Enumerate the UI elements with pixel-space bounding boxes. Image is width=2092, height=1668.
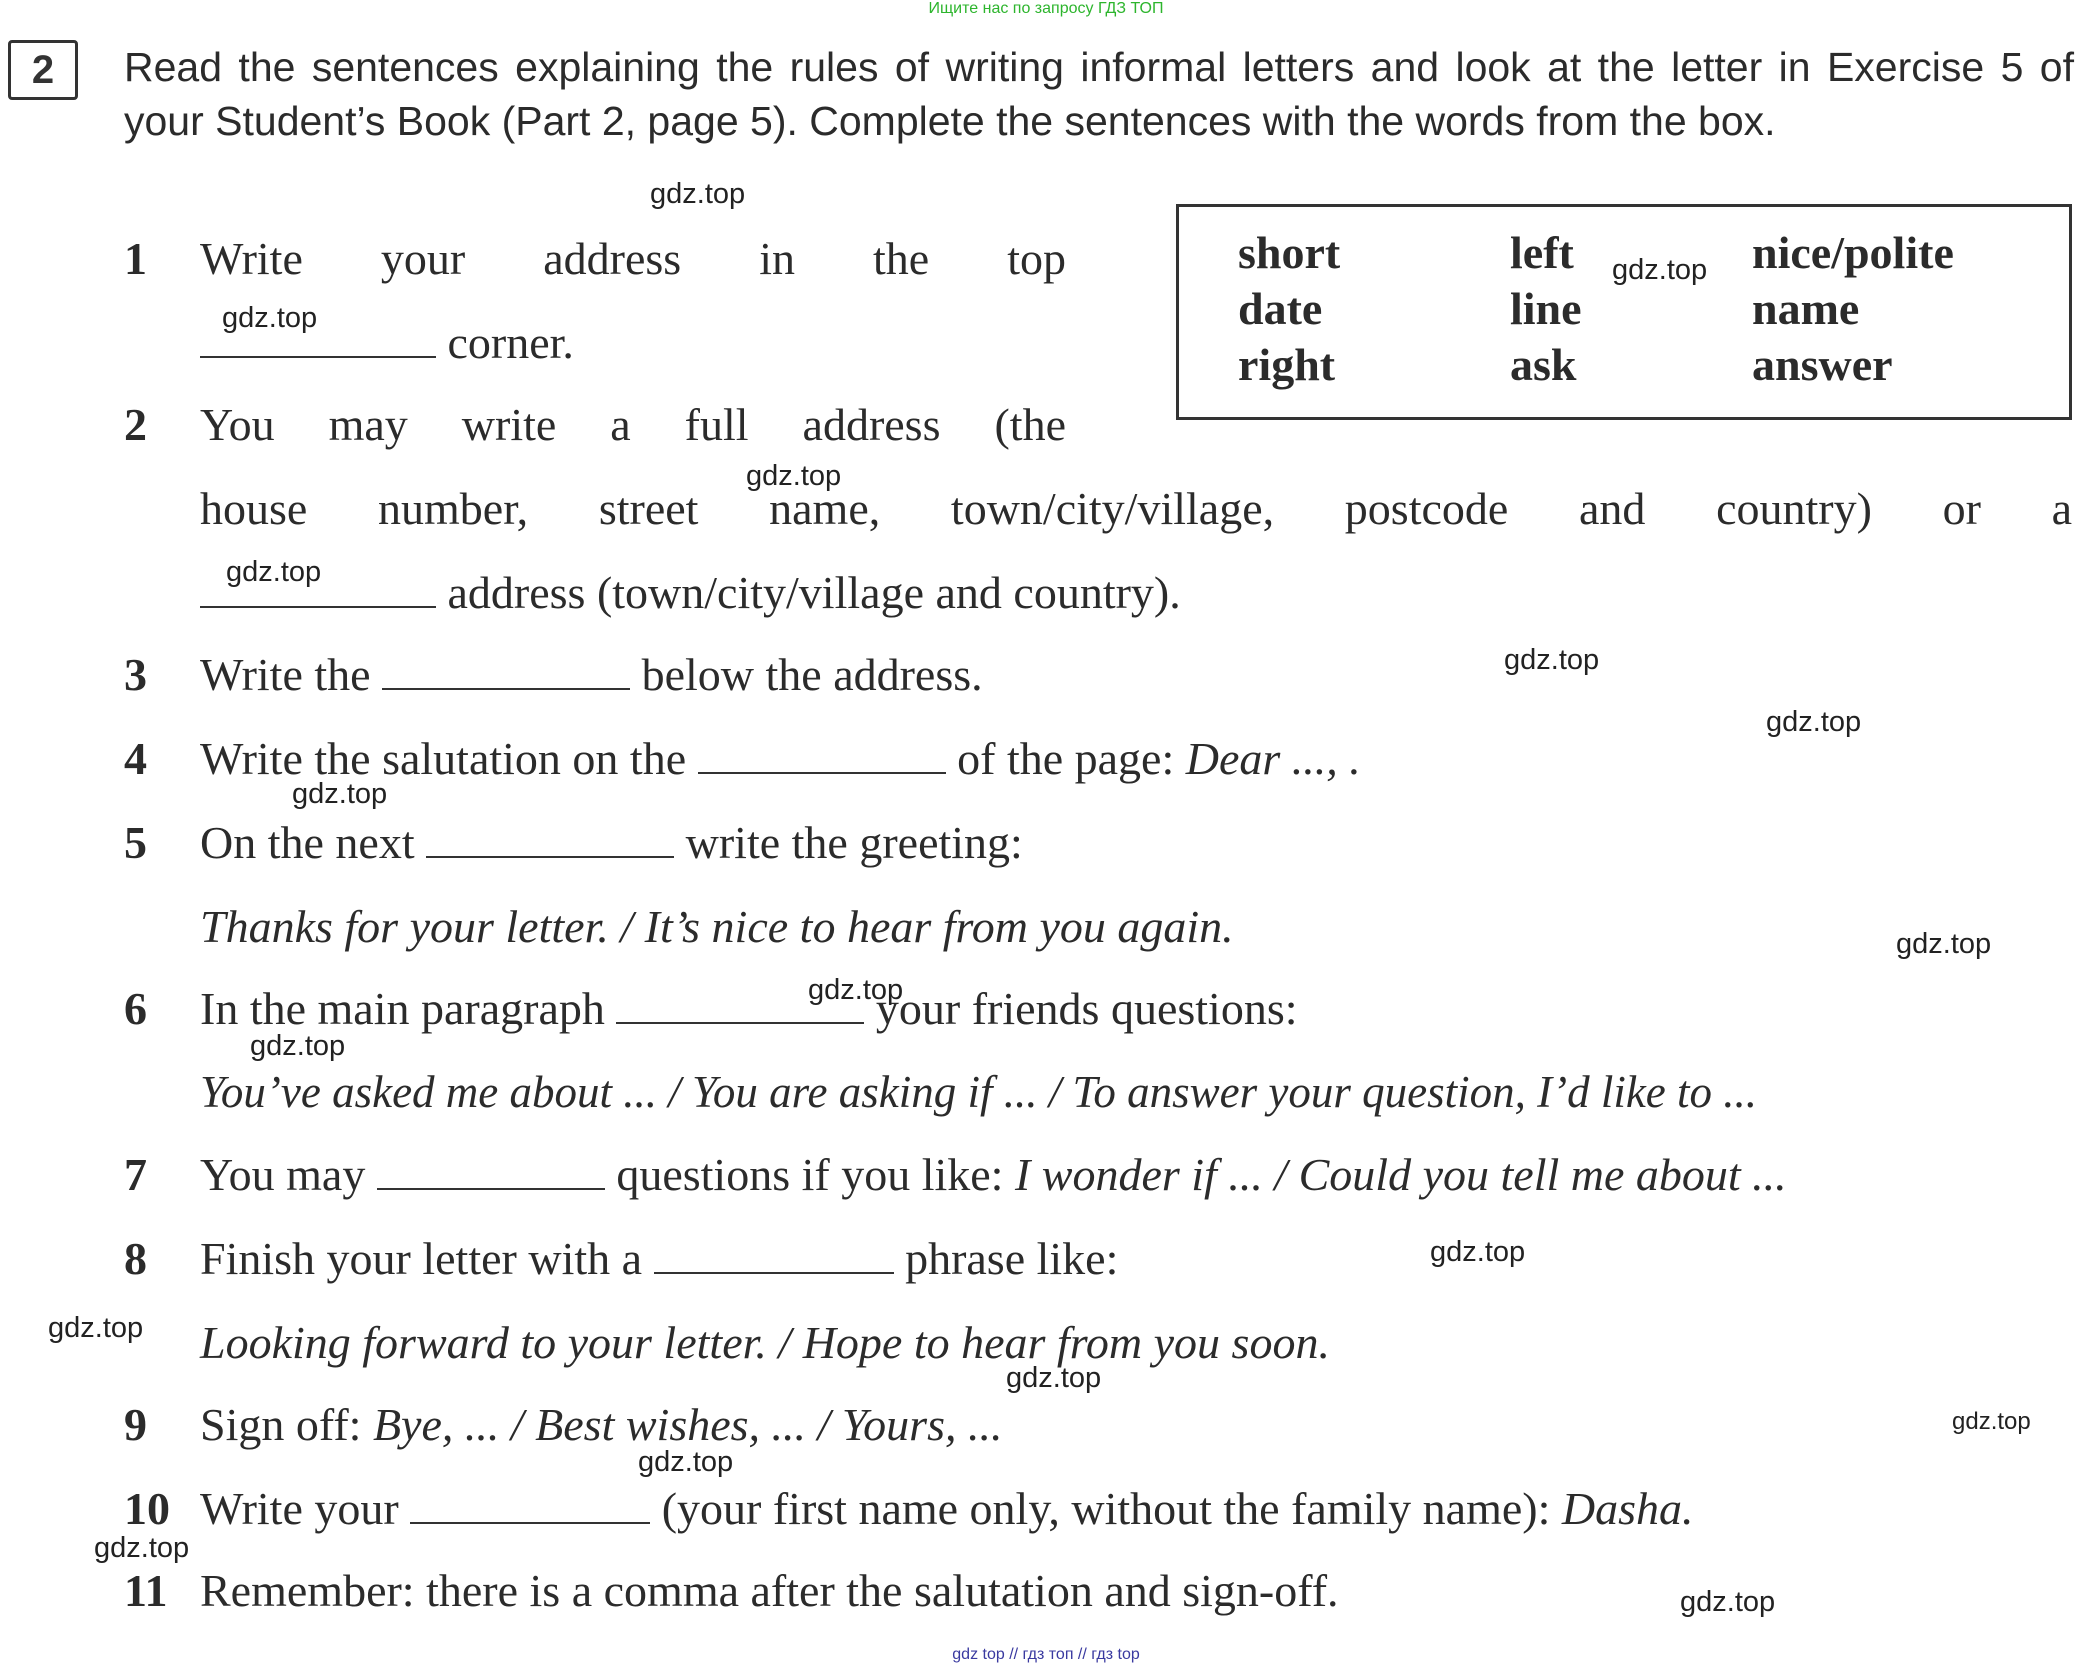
- watermark: gdz.top: [638, 1446, 734, 1478]
- word-box-item: right: [1238, 339, 1336, 390]
- item-11-text: Remember: there is a comma after the salutation and sign-off.: [200, 1565, 1339, 1616]
- word-box-item: nice/polite: [1752, 227, 1954, 278]
- item-8-example: Looking forward to your letter. / Hope to hear from you soon.: [200, 1317, 1330, 1368]
- watermark: gdz.top: [226, 556, 322, 588]
- item-number: 4: [124, 733, 147, 784]
- item-7-text: [200, 1148, 1787, 1201]
- item-6-text-end: your friends questions:: [875, 983, 1298, 1034]
- bottom-banner: gdz top // гдз топ // гдз top: [952, 1646, 1140, 1663]
- item-4-text-mid: of the page:: [957, 733, 1175, 784]
- item-number: 9: [124, 1399, 147, 1450]
- item-number: 8: [124, 1233, 147, 1284]
- item-10-text-start: Write your: [200, 1483, 399, 1534]
- answer-blank[interactable]: [410, 1488, 650, 1524]
- watermark: gdz.top: [1430, 1236, 1526, 1268]
- item-number: 5: [124, 817, 147, 868]
- word-box-item: name: [1752, 283, 1860, 334]
- answer-blank[interactable]: [382, 654, 630, 690]
- watermark: gdz.top: [1952, 1408, 2031, 1435]
- word-box-item: short: [1238, 227, 1341, 278]
- item-5-text-start: On the next: [200, 817, 415, 868]
- word-box-item: line: [1510, 283, 1582, 334]
- word-box-item: left: [1510, 227, 1574, 278]
- item-9-text: [200, 1398, 1003, 1451]
- item-9-example: Bye, ... / Best wishes, ... / Yours, ...: [372, 1399, 1003, 1450]
- watermark: gdz.top: [94, 1532, 190, 1564]
- item-6-text-start: In the main paragraph: [200, 983, 605, 1034]
- item-number: 6: [124, 983, 147, 1034]
- item-5-text-end: write the greeting:: [685, 817, 1023, 868]
- item-3-text-end: below the address.: [641, 649, 983, 700]
- watermark: gdz.top: [292, 778, 388, 810]
- item-number: 11: [124, 1565, 168, 1616]
- item-10-text-mid: (your first name only, without the family name):: [661, 1483, 1551, 1534]
- item-2-text-end: address (town/city/village and country).: [447, 567, 1181, 618]
- word-box-item: ask: [1510, 339, 1577, 390]
- item-8-text-end: phrase like:: [905, 1233, 1119, 1284]
- item-10-text: [200, 1482, 1694, 1535]
- item-5-text: [200, 816, 1023, 869]
- item-7-text-start: You may: [200, 1149, 366, 1200]
- item-5-example: Thanks for your letter. / It’s nice to hear from you again.: [200, 901, 1234, 952]
- exercise-number-box: 2: [8, 40, 78, 100]
- item-6-text: [200, 982, 1298, 1035]
- answer-blank[interactable]: [426, 822, 674, 858]
- item-number: 2: [124, 399, 147, 450]
- watermark: gdz.top: [250, 1030, 346, 1062]
- item-number: 3: [124, 649, 147, 700]
- word-box-item: date: [1238, 283, 1323, 334]
- answer-blank[interactable]: [377, 1154, 605, 1190]
- item-9-text-start: Sign off:: [200, 1399, 362, 1450]
- item-7-example: I wonder if ... / Could you tell me about ...: [1014, 1149, 1787, 1200]
- item-1-text: Write your address in the top: [200, 233, 1066, 284]
- word-box-item: answer: [1752, 339, 1893, 390]
- watermark: gdz.top: [650, 178, 746, 210]
- exercise-instruction: Read the sentences explaining the rules of writing informal letters and look at the letter in Exercise 5 of your Student’s Book (Part 2, page 5). Complete the sentences with the words from the box.: [124, 44, 2074, 144]
- item-4-text-start: Write the salutation on the: [200, 733, 687, 784]
- item-number: 1: [124, 233, 147, 284]
- watermark: gdz.top: [48, 1312, 144, 1344]
- watermark: gdz.top: [222, 302, 318, 334]
- item-6-example: You’ve asked me about ... / You are asking if ... / To answer your question, I’d like to ...: [200, 1067, 1758, 1117]
- item-2-text: You may write a full address (the: [200, 399, 1066, 450]
- watermark: gdz.top: [1504, 644, 1600, 676]
- watermark: gdz.top: [1896, 928, 1992, 960]
- watermark: gdz.top: [1680, 1586, 1776, 1618]
- item-10-example: Dasha.: [1561, 1483, 1694, 1534]
- watermark: gdz.top: [808, 974, 904, 1006]
- item-4-example: Dear ..., .: [1185, 733, 1361, 784]
- item-2-line-2: house number, street name, town/city/village, postcode and country) or a: [200, 483, 2072, 534]
- watermark: gdz.top: [746, 460, 842, 492]
- item-1-text-end: corner.: [447, 317, 574, 368]
- item-3-text: [200, 648, 983, 701]
- item-3-text-start: Write the: [200, 649, 371, 700]
- top-banner: Ищите нас по запросу ГДЗ ТОП: [928, 0, 1164, 17]
- watermark: gdz.top: [1766, 706, 1862, 738]
- item-8-text: [200, 1232, 1118, 1285]
- watermark: gdz.top: [1612, 254, 1708, 286]
- item-number: 10: [124, 1483, 170, 1534]
- item-8-text-start: Finish your letter with a: [200, 1233, 643, 1284]
- watermark: gdz.top: [1006, 1362, 1102, 1394]
- item-2-line-3: [200, 566, 1181, 619]
- item-number: 7: [124, 1149, 147, 1200]
- answer-blank[interactable]: [654, 1238, 894, 1274]
- answer-blank[interactable]: [698, 738, 946, 774]
- item-7-text-mid: questions if you like:: [616, 1149, 1004, 1200]
